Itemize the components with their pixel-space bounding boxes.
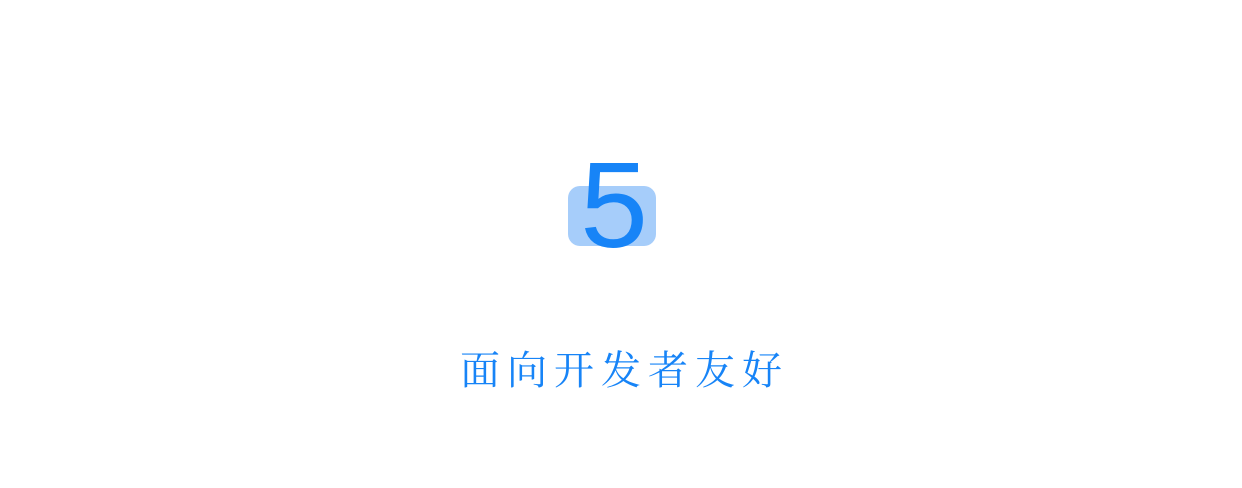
feature-number-badge (566, 137, 662, 273)
feature-number: 5 (580, 137, 648, 273)
feature-caption: 面向开发者友好 (460, 348, 789, 394)
